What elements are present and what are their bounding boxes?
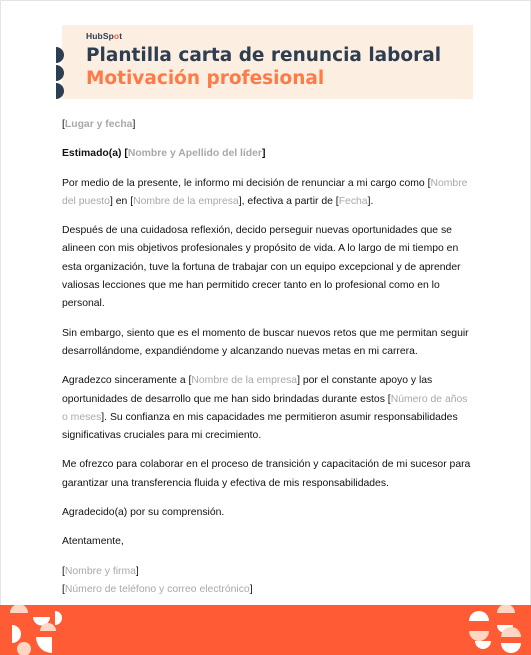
paragraph-2: Después de una cuidadosa reflexión, decido perseguir nuevas oportunidades que se alineen con mis objetivos profesionales y propósito de vida. A lo largo de mi tiempo en esta organización, tuve la fortuna de trabajar con un equipo excepcional y de aprender valiosas lecciones que me han permitido crecer tanto en lo profesional como en lo personal. xyxy=(62,225,461,310)
salutation-line: Estimado(a) [Nombre y Apellido del líder] xyxy=(62,148,266,160)
closing-line: Atentamente, xyxy=(62,536,124,548)
hubspot-logo: HubSpot xyxy=(86,31,123,41)
paragraph-3: Sin embargo, siento que es el momento de buscar nuevos retos que me permitan seguir desarrollándome, expandiéndome y alcanzando nuevas metas en mi carrera. xyxy=(62,327,469,357)
letter-body xyxy=(62,116,474,599)
page-title: Plantilla carta de renuncia laboral xyxy=(86,45,442,66)
paragraph-1: Por medio de la presente, le informo mi decisión de renunciar a mi cargo como [Nombre del puesto] en [Nombre de la empresa], efectiva a partir de [Fecha]. xyxy=(62,177,468,207)
header-banner xyxy=(62,25,473,99)
paragraph-4: Agradezco sinceramente a [Nombre de la empresa] por el constante apoyo y las oportunidades de desarrollo que me han sido brindadas durante estos [Número de años o meses]. Su confianza en mis capacidades me permitieron asumir responsabilidades significativas cruciales para mi crecimiento. xyxy=(62,375,468,442)
paragraph-6: Agradecido(a) por su comprensión. xyxy=(62,507,225,519)
page-subtitle: Motivación profesional xyxy=(86,68,325,89)
contact-line: [Número de teléfono y correo electrónico] xyxy=(62,583,253,595)
decorative-half-circles-icon xyxy=(56,45,68,101)
footer-band xyxy=(0,605,531,655)
footer-left-pattern-icon xyxy=(0,605,70,655)
signature-line: [Nombre y firma] xyxy=(62,565,139,577)
footer-right-pattern-icon xyxy=(461,605,531,655)
paragraph-5: Me ofrezco para colaborar en el proceso de transición y capacitación de mi sucesor para garantizar una transferencia fluida y efectiva de mis responsabilidades. xyxy=(62,459,471,489)
place-date-line: [Lugar y fecha] xyxy=(62,119,136,130)
